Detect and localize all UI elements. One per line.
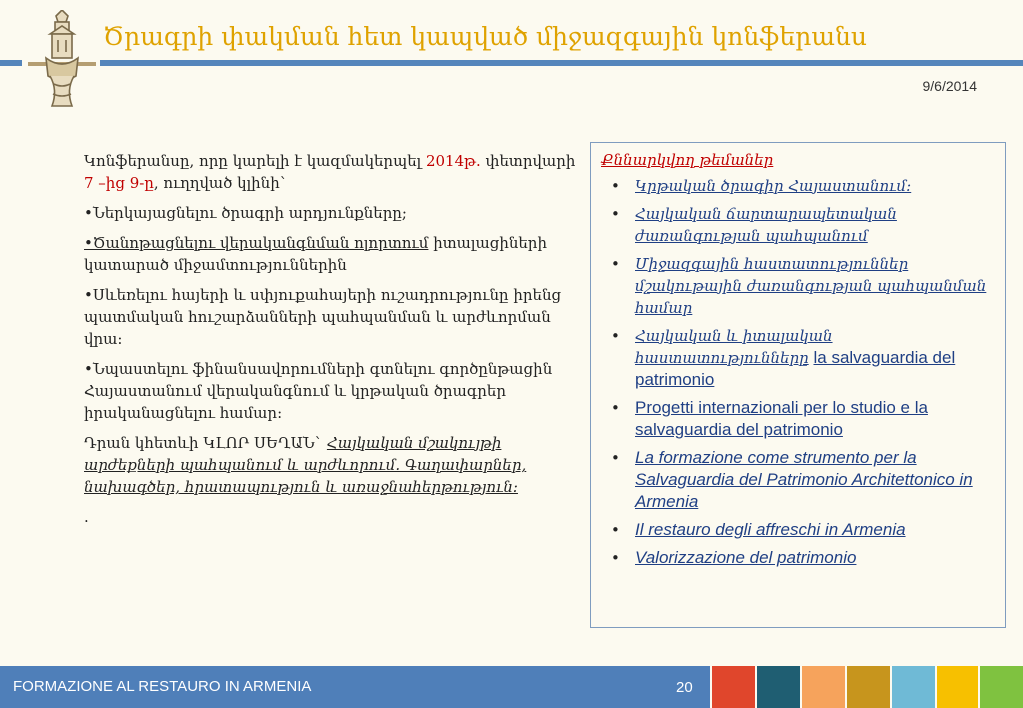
round-table-title: Հայկական մշակույթի արժեքների պահպանում և արժևորում. Գաղափարներ, նախագծեր, հրատապություն և առաջնահերթություն: — [84, 434, 527, 496]
color-swatch — [980, 666, 1023, 708]
topics-heading: Քննարկվող թեմաներ — [601, 151, 774, 169]
topics-box — [590, 142, 1006, 628]
goal-italian-interventions: •Ծանոթացնելու վերականգնման ոլորտում իտալացիների կատարած միջամտություններին — [84, 234, 547, 274]
page-number: 20 — [676, 679, 693, 696]
slide-date: 9/6/2014 — [922, 78, 977, 94]
goal-funding: •Նպաստելու ֆինանսավորումների գտնելու գործընթացին Հայաստանում վերականգնում և կրթական ծրագրեր իրականացնելու համար: — [84, 360, 553, 422]
color-swatch — [892, 666, 935, 708]
round-table-paragraph: Դրան կհետևի ԿԼՈՐ ՍԵՂԱՆ` Հայկական մշակույթի արժեքների պահպանում և արժևորում. Գաղափարներ, նախագծեր, հրատապություն և առաջնահերթություն: — [84, 434, 527, 496]
footer-bar — [0, 666, 710, 708]
conference-year: 2014թ. — [425, 152, 481, 170]
trailing-dot: . — [84, 508, 89, 526]
list-item: • Միջազգային հաստատություններ մշակութային ժառանգության պահպանման համար — [611, 255, 987, 317]
footer — [0, 666, 1023, 708]
goal-present-results: •Ներկայացնելու ծրագրի արդյունքները; — [84, 204, 407, 222]
list-item: • La formazione come strumento per la Salvaguardia del Patrimonio Architettonico in Armenia — [611, 448, 973, 511]
color-swatch — [937, 666, 978, 708]
color-swatch — [847, 666, 890, 708]
conference-dates: 7 –ից 9-ը — [84, 174, 154, 192]
left-text-column — [84, 150, 576, 536]
title-rule — [0, 60, 1023, 66]
intro-paragraph: Կոնֆերանսը, որը կարելի է կազմակերպել 2014թ. փետրվարի 7 –ից 9-ը, ուղղված կլինի` — [84, 152, 576, 192]
goal-diaspora-attention: •Սևեռելու հայերի և սփյուքահայերի ուշադրությունը իրենց պատմական հուշարձանների պահպանման և արժևորման վրա: — [84, 286, 562, 348]
color-swatch — [802, 666, 845, 708]
list-item: • Valorizzazione del patrimonio — [611, 548, 857, 567]
footer-label: FORMAZIONE AL RESTAURO IN ARMENIA — [13, 678, 312, 695]
color-swatch — [712, 666, 755, 708]
list-item: • Il restauro degli affreschi in Armenia — [611, 520, 906, 539]
topics-list — [601, 175, 997, 569]
list-item: • Հայկական և իտալական հաստատությունները la salvaguardia del patrimonio — [611, 327, 956, 389]
list-item: • Progetti internazionali per lo studio e la salvaguardia del patrimonio — [611, 398, 928, 439]
page-title: Ծրագրի փակման հետ կապված միջազգային կոնֆերանս — [103, 22, 868, 51]
color-swatch — [757, 666, 800, 708]
list-item: • Կրթական ծրագիր Հայաստանում: — [611, 177, 912, 195]
list-item: • Հայկական ճարտարապետական ժառանգության պահպանում — [611, 205, 897, 245]
